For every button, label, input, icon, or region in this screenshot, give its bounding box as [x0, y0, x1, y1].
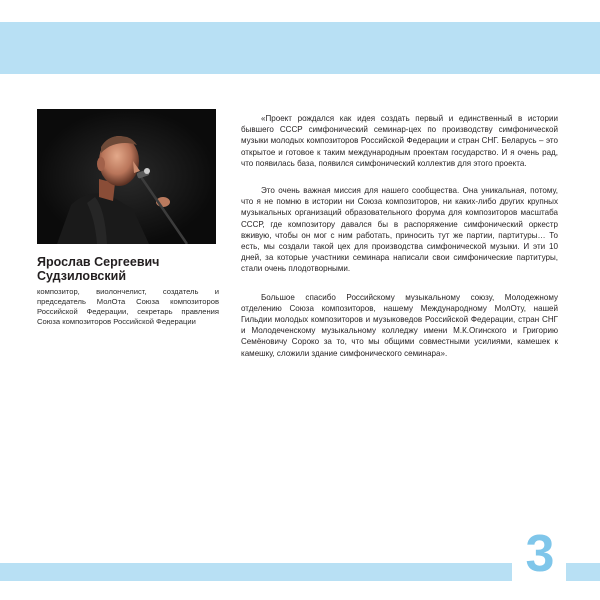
portrait-photo-icon [37, 109, 216, 244]
person-name-first: Ярослав Сергеевич [37, 255, 160, 269]
bottom-decorative-band [0, 563, 512, 581]
quote-paragraph: Большое спасибо Российскому музыкальному союзу, Молодежному отделению Союза композиторов, нашему Международному МолОту, нашей Гильдии молодых композиторов и музыковедов Российской Федерации, стран СНГ и Молодеченскому музыкальному колледжу имени М.К.Огинского и Григорию Семёновичу Сороко за то, что мы общими совместными усилиями, камешек к камешку, сложили здание симфонического семинара». [241, 292, 558, 358]
portrait-photo [37, 109, 216, 244]
quote-block [241, 113, 558, 359]
page-number: 3 [525, 525, 555, 583]
person-caption: композитор, виолончелист, создатель и председатель МолОта Союза композиторов Российской Федерации, секретарь правления Союза композиторов Российской Федерации [37, 287, 219, 327]
quote-paragraph: Это очень важная миссия для нашего сообщества. Она уникальная, потому, что я не помню в истории ни Союза композиторов, ни каких-либо других крупных музыкальных организаций образовательного форума для композиторов масштаба СССР, где композитору давался бы в распоряжение симфонический оркестр вживую, чтобы он мог с ним работать, приносить тут же партии, партитуры… То есть, мы создали такой цех для производства симфонической музыки. И эти 10 дней, за которые участники семинара написали свои симфонические партитуры, стали очень плодотворными. [241, 186, 558, 274]
quote-paragraph: «Проект рождался как идея создать первый и единственный в истории бывшего СССР симфонический семинар-цех по производству симфонической музыки молодых композиторов Российской Федерации и стран СНГ. Беларусь – это открытое и готовое к таким международным проектам государство. И я очень рад, что появилась база, появился симфонический коллектив для этого проекта. [241, 114, 558, 168]
person-name-last: Судзиловский [37, 269, 127, 283]
person-name [37, 255, 227, 283]
top-decorative-band [0, 22, 600, 74]
bottom-decorative-band-end [566, 563, 600, 581]
